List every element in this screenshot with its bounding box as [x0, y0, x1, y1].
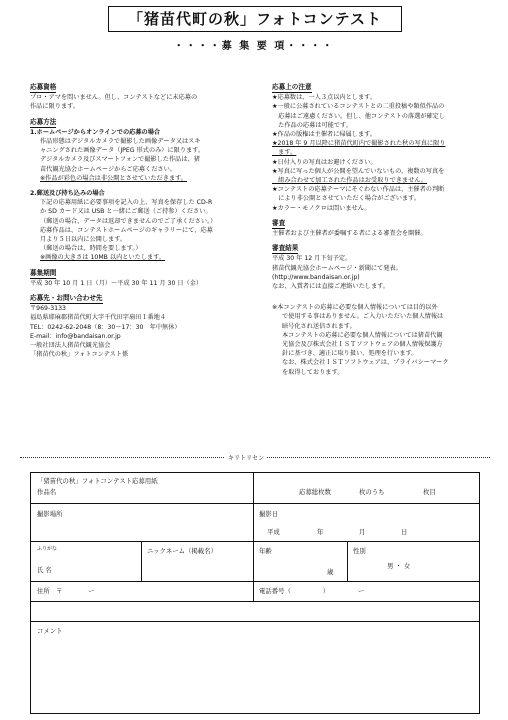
date-day[interactable]: 日 — [401, 528, 408, 536]
text-line: ます。 — [272, 149, 297, 157]
text-line: 福島県耶麻郡猪苗代町大字千代田字扇田１番地４ — [30, 314, 167, 322]
subsection-heading: 1.ホームページからオンラインでの応募の場合 — [30, 128, 161, 136]
text-line: なお、入賞者には直接ご連絡いたします。 — [272, 283, 390, 291]
section-heading: 応募上の注意 — [272, 83, 312, 93]
section-heading: 応募資格 — [30, 83, 56, 93]
text-line: ★日付入りの写真はお避けください。 — [272, 158, 377, 166]
left-column — [30, 80, 255, 359]
section-heading: 審査 — [272, 219, 285, 229]
form-title: 「猪苗代の秋」フォトコンテスト応募用紙 — [37, 477, 158, 485]
text-line: 応募作品は、コンテストホームページのギャラリーにて、応募 — [40, 226, 213, 234]
email-line: E-mail：info@bandaisan.or.jp — [30, 332, 121, 340]
text-line: ★写真に写った個人が公開を望んでいないもの、複数の写真を — [272, 167, 445, 175]
photo-date-label: 撮影日 — [259, 510, 279, 518]
text-line: 平成 30 年 10 月 1 日（月）～平成 30 年 11 月 30 日（金） — [30, 279, 203, 287]
privacy-line: 針に基づき、適正に取り扱い、処理を行います。 — [282, 350, 418, 358]
comment-label[interactable]: コメント — [37, 627, 63, 635]
cut-line — [20, 453, 490, 463]
gender-label: 性別 — [353, 547, 366, 555]
privacy-line: 暗号化され送信されます。 — [282, 322, 356, 330]
date-year[interactable]: 年 — [317, 528, 324, 536]
section-heading: 審査結果 — [272, 244, 298, 254]
entry-count-of: 枚のうち — [359, 488, 385, 496]
text-line: 主催者および主催者が委嘱する者による審査会を開催。 — [272, 230, 427, 238]
text-line: 作品に限ります。 — [30, 103, 80, 111]
text-line: 応募はご遠慮ください。但し、他コンテストの落選が確定し — [272, 112, 446, 120]
text-line: ★カラー・モノクロは問いません。 — [272, 204, 371, 212]
text-line: 猪苗代観光協会ホームページ・新聞にて発表。 — [272, 264, 402, 272]
text-line: （郵送の場合、データは返却できませんのでご了承ください。） — [40, 217, 217, 225]
date-era: 平成 — [267, 528, 280, 536]
cut-line-label: キリトリセン — [225, 453, 267, 462]
phone-label[interactable]: 電話番号（ ） ー — [259, 587, 365, 595]
text-line: 平成 30 年 12 月下旬予定。 — [272, 255, 352, 263]
note-line: ※作品が彩色の場合は非公開とさせていただきます。 — [40, 174, 187, 182]
text-line: 苗代観光協会ホームページからご応募ください。 — [40, 165, 176, 173]
text-line: 月より５日以内に公開します。 — [40, 236, 127, 244]
date-month[interactable]: 月 — [359, 528, 366, 536]
text-line: により非公開とさせていただく場合がございます。 — [272, 195, 421, 203]
text-line: 〒969-3133 — [30, 305, 66, 313]
text-line: （郵送の場合は、時間を要します。） — [40, 245, 142, 253]
entry-count-nth: 枚目 — [423, 488, 436, 496]
entry-count-label: 応募総枚数 — [299, 488, 331, 496]
text-line: ★コンテストの応募テーマにそぐわない作品は、主催者の判断 — [272, 186, 445, 194]
text-line: ★2018 年 9 月以降に猪苗代町内で撮影された秋の写真に限り — [272, 140, 446, 148]
privacy-line: なお、株式会社ＩＳＴソフトウェアは、プライバシーマーク — [282, 359, 449, 367]
text-line: ★応募数は、一人３点以内とします。 — [272, 94, 377, 102]
entry-form — [30, 472, 480, 714]
photo-place-label[interactable]: 撮影場所 — [37, 510, 63, 518]
privacy-line: 本コンテストの応募に必要な個人情報については猪苗代観 — [282, 331, 443, 339]
text-line: 下記の応募用紙に必要事項を記入の上、写真を保存した CD-R — [40, 199, 213, 207]
gender-options[interactable]: 男 ・ 女 — [387, 562, 411, 570]
section-heading: 募集期間 — [30, 269, 56, 279]
text-line: ャニングされた画像データ（JPEG 形式のみ）に限ります。 — [40, 147, 205, 155]
text-line: ★作品の版権は主催者に帰属します。 — [272, 131, 377, 139]
page-subtitle: ・・・・募 集 要 項・・・・ — [173, 41, 335, 52]
page-title: 「猪苗代町の秋」フォトコンテスト — [108, 6, 402, 32]
address-label[interactable]: 住所 〒 ー — [37, 587, 95, 595]
text-line: た作品の応募は可能です。 — [272, 121, 352, 129]
furigana-label: ふりがな — [37, 546, 58, 552]
privacy-line: 光協会及び株式会社ＩＳＴソフトウェアの個人情報保護方 — [282, 341, 443, 349]
text-line: 作品形態はデジタルカメラで撮影した画像データ又はスキ — [40, 138, 201, 146]
text-line: プロ・アマを問いません。但し、コンテストなどに未応募の — [30, 94, 198, 102]
text-line: 「猪苗代の秋」フォトコンテスト係 — [30, 351, 129, 359]
url-line: (http://www.bandaisan.or.jp) — [272, 273, 360, 281]
note-line: ※画像の大きさは 10MB 以内といたします。 — [40, 254, 166, 262]
right-column — [272, 80, 487, 377]
section-heading: 応募方法 — [30, 118, 56, 128]
text-line: 一般社団法人猪苗代観光協会 — [30, 342, 111, 350]
name-label[interactable]: 氏 名 — [37, 566, 52, 574]
text-line: TEL：0242-62-2048（8：30～17：30 年中無休） — [30, 323, 181, 331]
nickname-label[interactable]: ニックネーム（掲載名） — [147, 547, 217, 555]
privacy-line: で使用する事はありません。ご入力いただいた個人情報は — [282, 313, 444, 321]
text-line: デジタルカメラ及びスマートフォンで撮影した作品は、猪 — [40, 156, 200, 164]
age-label: 年齢 — [259, 547, 272, 555]
text-line: 組み合わせて加工された作品はお受取りできません。 — [272, 177, 428, 185]
text-line: か SD カード又は USB と一緒にご郵送（ご持参）ください。 — [40, 208, 212, 216]
age-unit[interactable]: 歳 — [327, 568, 334, 576]
subsection-heading: 2.郵送及び持ち込みの場合 — [30, 190, 105, 198]
section-heading: 応募先・お問い合わせ先 — [30, 294, 103, 304]
text-line: ★一般に公募されているコンテストとの二重投稿や類似作品の — [272, 103, 445, 111]
privacy-line: を取得しております。 — [282, 368, 344, 376]
privacy-line: ※本コンテストの応募に必要な個人情報については目的以外 — [272, 304, 438, 312]
work-name-label[interactable]: 作品名 — [37, 488, 57, 496]
